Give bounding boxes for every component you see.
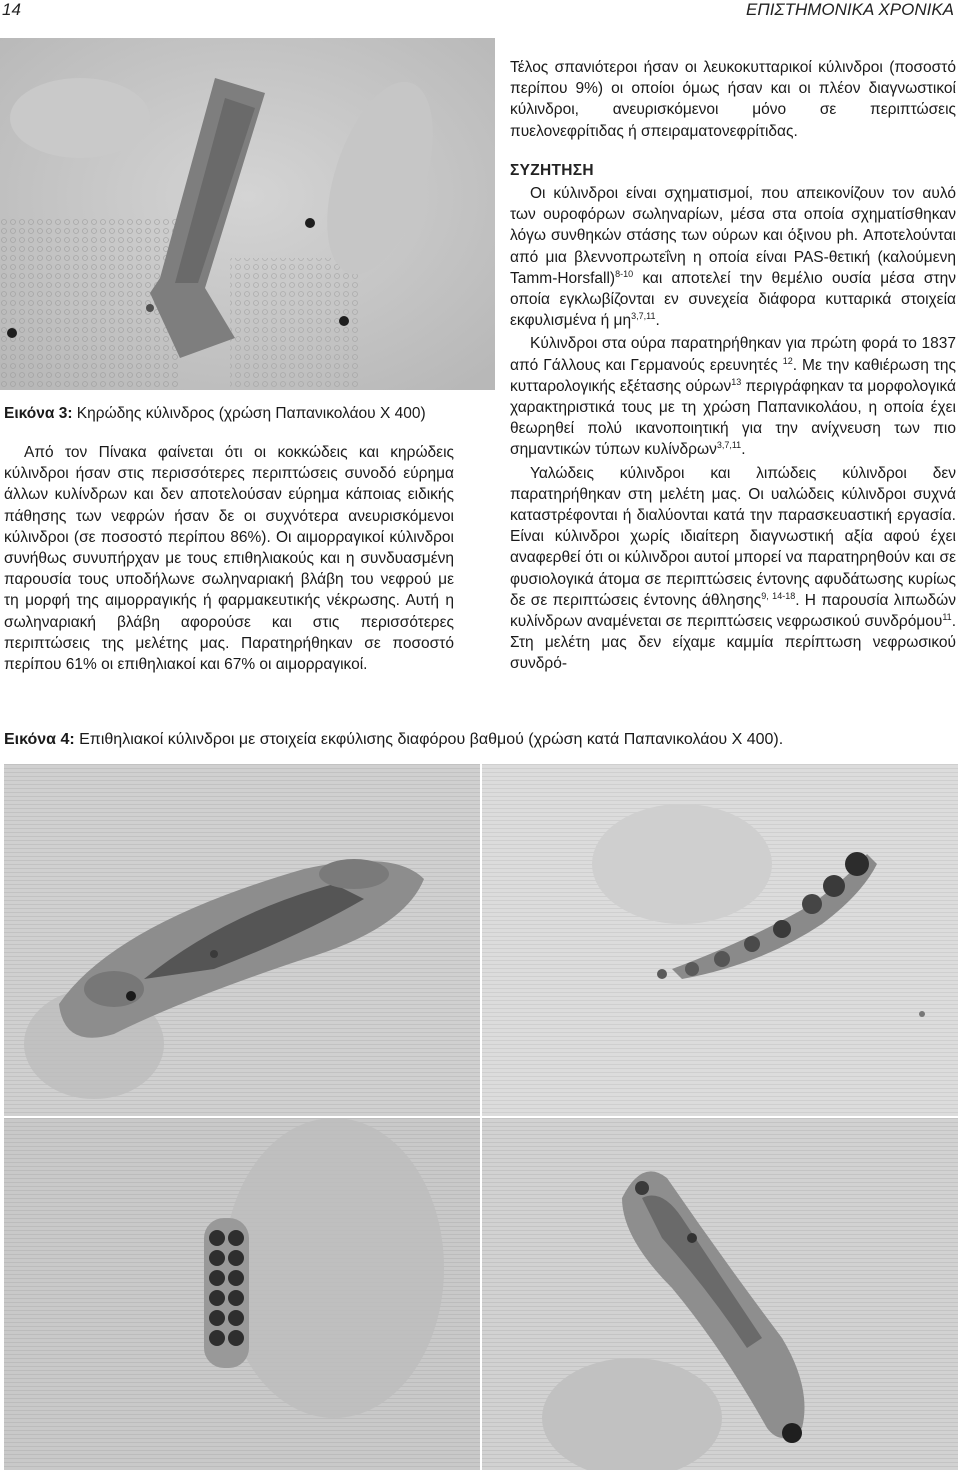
figure4-caption-text: Επιθηλιακοί κύλινδροι με στοιχεία εκφύλισης διαφόρου βαθμού (χρώση κατά Παπανικολάου Χ 400). xyxy=(74,731,784,748)
left-column xyxy=(4,442,454,675)
figure4-micrograph-bottom-left xyxy=(4,1118,480,1470)
citation: 9, 14-18 xyxy=(761,590,796,601)
discussion-paragraph-2: Κύλινδροι στα ούρα παρατηρήθηκαν για πρώτη φορά το 1837 από Γάλλους και Γερμανούς ερευνητές $^{12}$. Με την καθιέρωση της κυτταρολογικής εξέτασης ούρων$^{13}$ περιγράφηκαν τα μορφολογικά χαρακτηριστικά τους με τη χρώση Παπανικολάου, η οποία έχει θεωρηθεί πολύ ικανοποιητική για την ανίχνευση των πιο σημαντικών τύπων κυλίνδρων$^{3,7,11}$. xyxy=(510,335,956,459)
figure4-micrograph-top-left xyxy=(4,764,480,1116)
citation: 13 xyxy=(731,376,742,387)
figure4-micrograph-bottom-right xyxy=(482,1118,958,1470)
citation: 12 xyxy=(782,355,793,366)
figure3-label: Εικόνα 3: xyxy=(4,405,73,422)
citation: 8-10 xyxy=(615,268,634,279)
figure4-caption xyxy=(4,731,783,749)
figure4-label: Εικόνα 4: xyxy=(4,731,75,748)
page-number: 14 xyxy=(2,0,21,19)
citation: 3,7,11 xyxy=(716,440,742,451)
citation: 11 xyxy=(942,612,952,623)
discussion-paragraph-3: Υαλώδεις κύλινδροι και λιπώδεις κύλινδροι δεν παρατηρήθηκαν στη μελέτη μας. Οι υαλώδεις κύλινδροι συχνά καταστρέφονται ή διαλύονται κατά την παρασκευαστική εργασία. Είναι κύλινδροι χωρίς ιδιαίτερη διαγνωστική αξία αφού έχει αναφερθεί ότι οι κύλινδροι αυτοί μπορεί να παρατηρηθούν και σε φυσιολογικά άτομα σε περιπτώσεις έντονης αφυδάτωσης κυρίως δε σε περιπτώσεις έντονης άθλησης$^{9, 14-18}$. Η παρουσία λιπωδών κυλίνδρων αναμένεται σε περιπτώσεις νεφρωσικού συνδρόμου$^{11}$. Στη μελέτη μας δεν είχαμε καμμία περίπτωση νεφρωσικού συνδρό- xyxy=(510,464,956,673)
right-column xyxy=(510,57,956,675)
left-paragraph: Από τον Πίνακα φαίνεται ότι οι κοκκώδεις και κηρώδεις κύλινδροι ήσαν στις περισσότερες περιπτώσεις συνοδό εύρημα άλλων κυλίνδρων και δεν αποτελούσαν εύρημα κάποιας ειδικής πάθησης των νεφρών ήσαν δε οι συχνότερα ανευρισκόμενοι κύλινδροι (σε ποσοστό περίπου 86%). Οι αιμορραγικοί κύλινδροι συνήθως συνυπήρχαν με τους επιθηλιακούς και η συνδυασμένη παρουσία τους υποδήλωνε σωληναριακή βλάβη του νεφρού με τη μορφή της αιμορραγικής ή φαρμακευτικής νέκρωσης. Αυτή η σωληναριακή βλάβη αφορούσε και στις περισσότερες περιπτώσεις της μελέτης μας. Παρατηρήθηκαν σε ποσοστό περίπου 61% οι επιθηλιακοί και 67% οι αιμορραγικοί. xyxy=(4,444,454,674)
figure3-caption-text: Κηρώδης κύλινδρος (χρώση Παπανικολάου Χ 400) xyxy=(72,405,426,422)
figure4-micrograph-top-right xyxy=(482,764,958,1116)
journal-title: ΕΠΙΣΤΗΜΟΝΙΚΑ ΧΡΟΝΙΚΑ xyxy=(746,0,954,19)
figure3-caption xyxy=(4,405,426,423)
right-paragraph-results-end: Τέλος σπανιότεροι ήσαν οι λευκοκυτταρικοί κύλινδροι (ποσοστό περίπου 9%) οι οποίοι όμως ήσαν και οι πλέον διαγνωστικοί κύλινδροι, ανευρισκόμενοι μόνο σε περιπτώσεις πυελονεφρίτιδας ή σπειραματονεφρίτιδας. xyxy=(510,59,956,140)
figure3-micrograph xyxy=(0,38,495,390)
discussion-paragraph-1: Οι κύλινδροι είναι σχηματισμοί, που απεικονίζουν τον αυλό των ουροφόρων σωληναρίων, μέσα στα οποία σχηματίσθηκαν λόγω συνθηκών στάσης των ούρων και όξινου ph. Αποτελούνται από μια βλεννοπρωτεΐνη η οποία είναι PAS-θετική (καλούμενη Tamm-Horsfall)$^{8-10}$ και αποτελεί την θεμέλιο ουσία μέσα στην οποία εγκλωβίζονται εν συνεχεία διάφορα κυτταρικά στοιχεία εκφυλισμένα ή μη$^{3,7,11}$. xyxy=(510,185,956,330)
citation: 3,7,11 xyxy=(631,311,656,322)
section-title-discussion: ΣΥΖΗΤΗΣΗ xyxy=(510,161,594,179)
